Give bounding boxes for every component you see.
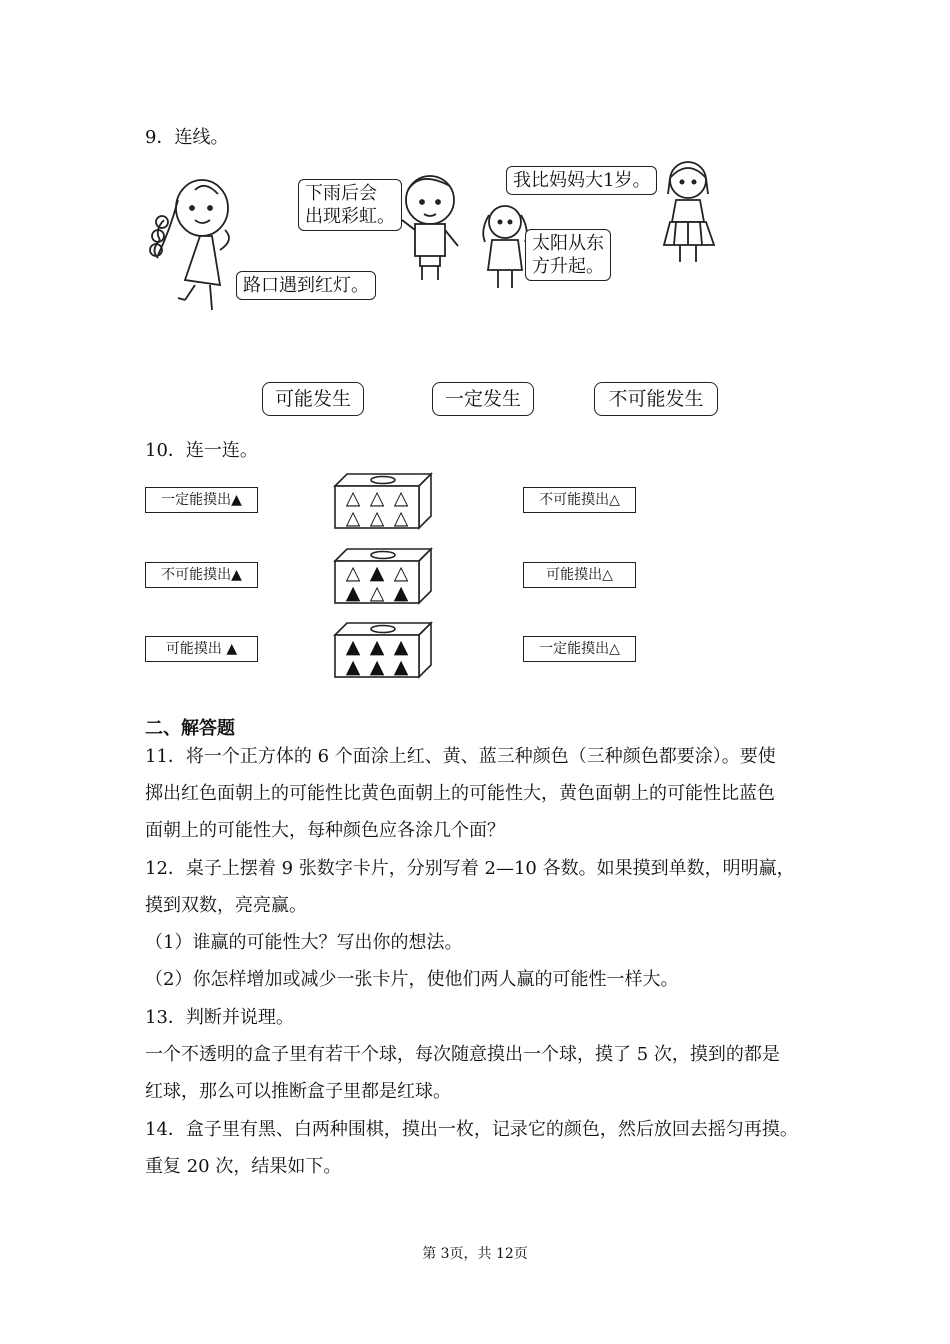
box-3[interactable] xyxy=(333,621,433,679)
sub-question-1: （1）谁赢的可能性大？写出你的想法。 xyxy=(145,932,463,953)
piece: ▲ xyxy=(345,636,361,658)
right-option-3[interactable]: 一定能摸出△ xyxy=(523,636,636,662)
text-line: 11．将一个正方体的 6 个面涂上红、黄、蓝三种颜色（三种颜色都要涂）。要使 xyxy=(145,746,776,767)
girl-sailor-figure xyxy=(664,162,714,262)
boy-figure xyxy=(402,176,458,280)
section-heading: 二、解答题 xyxy=(145,718,235,739)
piece: △ xyxy=(393,507,409,529)
piece: △ xyxy=(393,562,409,584)
piece: ▲ xyxy=(369,656,385,678)
girl-braid-figure xyxy=(150,180,229,310)
left-option-1[interactable]: 一定能摸出▲ xyxy=(145,487,258,513)
bubble-red-light xyxy=(236,271,376,300)
bubble-older-than-mom xyxy=(506,166,657,195)
piece: △ xyxy=(393,487,409,509)
bubble-rainbow xyxy=(298,179,402,231)
piece: ▲ xyxy=(393,656,409,678)
question-11 xyxy=(145,738,825,849)
text-line: 一个不透明的盒子里有若干个球，每次随意摸出一个球，摸了 5 次，摸到的都是 xyxy=(145,1044,780,1065)
piece: ▲ xyxy=(393,636,409,658)
box-3-pieces xyxy=(341,637,413,677)
left-option-3[interactable]: 可能摸出 ▲ xyxy=(145,636,258,662)
box-1[interactable] xyxy=(333,472,433,530)
text-line: 摸到双数，亮亮赢。 xyxy=(145,895,307,916)
bubble-line: 出现彩虹。 xyxy=(305,206,395,227)
piece: △ xyxy=(369,582,385,604)
box-2-pieces xyxy=(341,563,413,603)
choice-possible[interactable]: 可能发生 xyxy=(262,382,364,416)
bubble-line: 方升起。 xyxy=(532,256,604,277)
box-2[interactable] xyxy=(333,547,433,605)
question-12 xyxy=(145,850,825,998)
text-line: 红球，那么可以推断盒子里都是红球。 xyxy=(145,1081,451,1102)
piece: ▲ xyxy=(393,582,409,604)
piece: ▲ xyxy=(369,562,385,584)
bubble-line: 我比妈妈大1岁。 xyxy=(513,170,651,191)
piece: △ xyxy=(345,507,361,529)
bubble-line: 路口遇到红灯。 xyxy=(243,275,369,296)
right-option-1[interactable]: 不可能摸出△ xyxy=(523,487,636,513)
piece: △ xyxy=(369,487,385,509)
right-option-2[interactable]: 可能摸出△ xyxy=(523,562,636,588)
left-option-2[interactable]: 不可能摸出▲ xyxy=(145,562,258,588)
bubble-sun-rises xyxy=(525,229,611,281)
bubble-line: 下雨后会 xyxy=(305,183,377,204)
q10-title: 10．连一连。 xyxy=(145,440,258,461)
text-line: 面朝上的可能性大，每种颜色应各涂几个面？ xyxy=(145,820,505,841)
bubble-line: 太阳从东 xyxy=(532,233,604,254)
q13-title: 13．判断并说理。 xyxy=(145,1007,294,1028)
page-footer: 第 3页，共 12页 xyxy=(422,1246,528,1262)
box-1-pieces xyxy=(341,488,413,528)
question-13 xyxy=(145,999,825,1110)
piece: ▲ xyxy=(369,636,385,658)
text-line: 12．桌子上摆着 9 张数字卡片，分别写着 2—10 各数。如果摸到单数，明明赢， xyxy=(145,858,795,879)
girl-pigtails-figure xyxy=(483,206,527,288)
text-line: 重复 20 次，结果如下。 xyxy=(145,1156,342,1177)
text-line: 14．盒子里有黑、白两种围棋，摸出一枚，记录它的颜色，然后放回去摇匀再摸。 xyxy=(145,1119,798,1140)
piece: △ xyxy=(345,487,361,509)
q9-title: 9．连线。 xyxy=(145,127,229,148)
piece: △ xyxy=(345,562,361,584)
question-14 xyxy=(145,1111,825,1185)
choice-impossible[interactable]: 不可能发生 xyxy=(594,382,718,416)
piece: △ xyxy=(369,507,385,529)
piece: ▲ xyxy=(345,582,361,604)
piece: ▲ xyxy=(345,656,361,678)
text-line: 掷出红色面朝上的可能性比黄色面朝上的可能性大，黄色面朝上的可能性比蓝色 xyxy=(145,783,775,804)
sub-question-2: （2）你怎样增加或减少一张卡片，使他们两人赢的可能性一样大。 xyxy=(145,969,679,990)
choice-certain[interactable]: 一定发生 xyxy=(432,382,534,416)
